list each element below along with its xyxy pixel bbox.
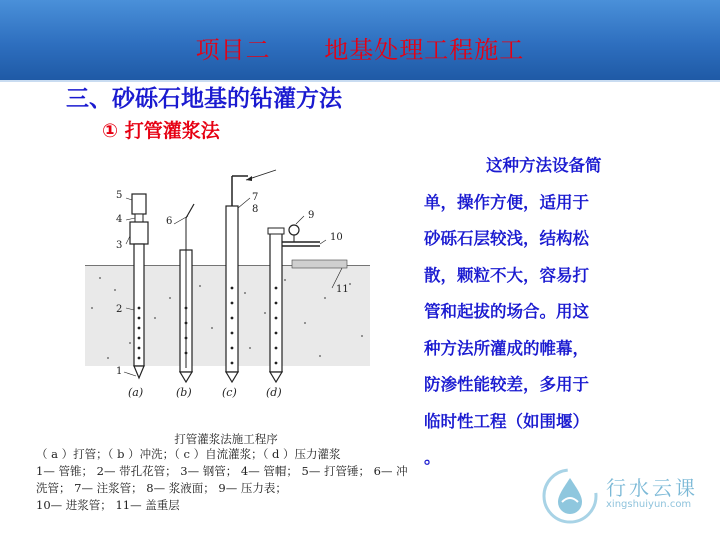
description-line: 种方法所灌成的帷幕， xyxy=(424,338,589,358)
description-line: 防渗性能较差，多用于 xyxy=(424,375,589,394)
sub-heading: ① 打管灌浆法 xyxy=(102,120,220,142)
grouting-diagram xyxy=(80,158,380,418)
logo-url: xingshuiyun.com xyxy=(606,499,692,510)
label-7: 7 xyxy=(252,192,259,203)
description-line: 砂砾石层较浅，结构松 xyxy=(424,229,589,248)
description-line: 管和起拔的场合。用这 xyxy=(424,302,589,321)
section-heading: 三、砂砾石地基的钻灌方法 xyxy=(66,86,342,112)
description-line: 单，操作方便，适用于 xyxy=(424,192,589,212)
label-1: 1 xyxy=(116,366,123,377)
caption-line: 1— 管锥； 2— 带孔花管； 3— 钢管； 4— 管帽； 5— 打管锤； 6— 冲洗管； 7— 注浆管； 8— 浆液面； 9— 压力表； xyxy=(36,464,408,495)
label-10: 10 xyxy=(330,232,343,243)
label-3: 3 xyxy=(116,240,123,251)
description-line: 临时性工程（如围堰） xyxy=(424,411,589,431)
description-line: 这种方法设备简 xyxy=(486,156,602,175)
label-9: 9 xyxy=(308,210,315,221)
figure-caption-title: 打管灌浆法施工程序 xyxy=(174,432,278,446)
description-text xyxy=(424,148,646,477)
label-11: 11 xyxy=(336,284,349,295)
panel-label-d: (d) xyxy=(266,386,282,399)
caption-line: （ a ）打管；（ b ）冲洗；（ c ）自流灌浆；（ d ）压力灌浆 xyxy=(36,447,341,461)
description-line: 。 xyxy=(424,448,441,467)
header-banner xyxy=(0,0,720,82)
panel-label-c: (c) xyxy=(222,386,237,399)
page-title: 项目二 地基处理工程施工 xyxy=(195,36,525,64)
caption-line: 10— 进浆管； 11— 盖重层 xyxy=(36,498,180,512)
panel-b-pipe xyxy=(180,204,194,382)
label-8: 8 xyxy=(252,204,259,215)
label-4: 4 xyxy=(116,214,123,225)
water-drop-icon xyxy=(540,466,600,526)
label-6: 6 xyxy=(166,216,173,227)
description-line: 散，颗粒不大，容易打 xyxy=(424,265,589,285)
brand-logo xyxy=(538,464,718,528)
figure-caption xyxy=(36,446,408,514)
label-5: 5 xyxy=(116,190,123,201)
panel-label-a: (a) xyxy=(128,386,144,399)
panel-label-b: (b) xyxy=(176,386,192,399)
logo-name: 行水云课 xyxy=(606,476,698,500)
label-2: 2 xyxy=(116,304,123,315)
